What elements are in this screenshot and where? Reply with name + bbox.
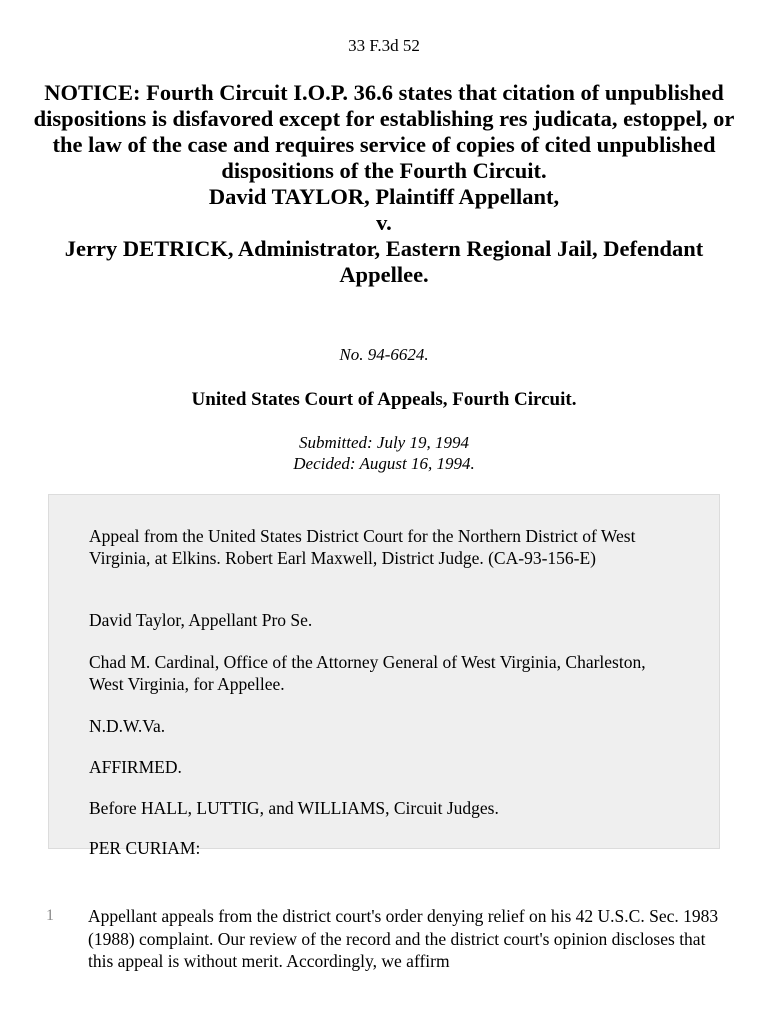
submitted-date: Submitted: July 19, 1994 bbox=[299, 433, 469, 452]
panel-judges: Before HALL, LUTTIG, and WILLIAMS, Circuit Judges. bbox=[89, 798, 499, 818]
district-abbreviation: N.D.W.Va. bbox=[89, 716, 166, 736]
case-dates bbox=[0, 432, 768, 474]
case-citation: 33 F.3d 52 bbox=[348, 36, 420, 55]
decided-date: Decided: August 16, 1994. bbox=[293, 454, 475, 473]
court-name: United States Court of Appeals, Fourth Circuit. bbox=[191, 389, 577, 410]
defendant-caption: Jerry DETRICK, Administrator, Eastern Regional Jail, Defendant Appellee. bbox=[64, 236, 704, 287]
docket-number: No. 94-6624. bbox=[339, 345, 429, 364]
notice-text: NOTICE: Fourth Circuit I.O.P. 36.6 states that citation of unpublished dispositions is disfavored except for establishing res judicata, estoppel, or the law of the case and requires service of copies of cited unpublished dispositions of the Fourth Circuit. bbox=[33, 80, 735, 183]
disposition: AFFIRMED. bbox=[89, 757, 182, 777]
case-heading bbox=[30, 80, 738, 288]
versus-caption: v. bbox=[376, 210, 392, 235]
paragraph-number: 1 bbox=[46, 907, 54, 924]
opinion-type: PER CURIAM: bbox=[89, 838, 201, 858]
paragraph-text: Appellant appeals from the district court's order denying relief on his 42 U.S.C. Sec. 1983 (1988) complaint. Our review of the record and the district court's opinion discloses that this appeal is without merit. Accordingly, we affirm bbox=[88, 906, 719, 971]
appellant-counsel: David Taylor, Appellant Pro Se. bbox=[89, 610, 313, 630]
case-summary-box bbox=[48, 494, 720, 858]
appeal-from-text: Appeal from the United States District Court for the Northern District of West Virginia, at Elkins. Robert Earl Maxwell, District Judge. (CA-93-156-E) bbox=[89, 526, 636, 568]
appellee-counsel: Chad M. Cardinal, Office of the Attorney General of West Virginia, Charleston, West Virginia, for Appellee. bbox=[89, 652, 646, 694]
plaintiff-caption: David TAYLOR, Plaintiff Appellant, bbox=[208, 184, 560, 209]
